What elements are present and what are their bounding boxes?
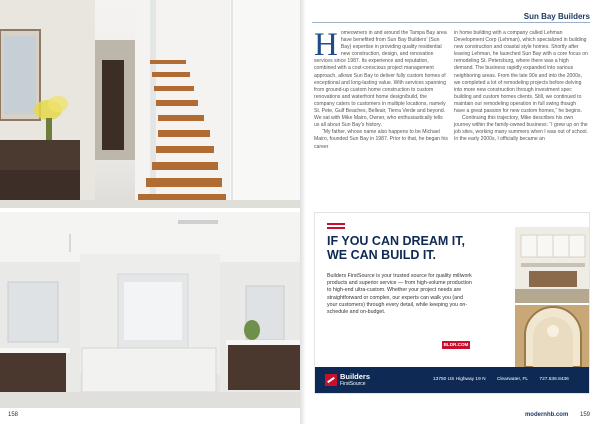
arch-illustration: [515, 305, 590, 367]
page-number-right: 159: [579, 412, 590, 418]
ad-headline-line: WE CAN BUILD IT.: [327, 247, 437, 262]
logo-wordmark-sub: FirstSource: [340, 380, 366, 387]
ad-headline-line: IF YOU CAN DREAM IT,: [327, 234, 465, 248]
ad-headline: [327, 235, 477, 262]
ad-city: Clearwater, FL: [496, 377, 529, 382]
kitchen-photo: [515, 227, 590, 303]
article-column-1: [314, 27, 448, 151]
article-paragraph: omeowners in and around the Tampa Bay area have benefited from Sun Bay Builders’ (Sun Bay) expertise in providing quality residential new construction, design, and renovation services since 1987. Its experience and reputation, combined with a cost-conscious project management approach, allows Sun Bay to deliver fully custom homes of exceptional and long-lasting value. With services spanning from ground-up custom home construction to custom renovations and waterfront home design/build, the company caters to customers in multiple locations, namely St. Pete, Gulf Beaches, Belleair, Tierra Verde and beyond. We sat with Mike Mairo, Owner, who enthusiastically tells us all about Sun Bay’s history.: [314, 30, 447, 129]
header-rule: [312, 22, 590, 23]
builders-firstsource-logo: [325, 373, 370, 387]
logo-wordmark: Builders: [340, 372, 371, 381]
ad-website-button[interactable]: BLDR.COM: [443, 342, 469, 347]
arched-doorway-photo: [515, 305, 590, 367]
page-footer-right: [525, 412, 590, 418]
article-paragraph: Continuing this trajectory, Mike describes his own journey within the family-owned business: “I grew up on the job sites, working many summers when I was out of school. In the early 2000s, I officially became an: [454, 115, 588, 143]
ad-contact-info: [433, 377, 579, 382]
staircase-illustration: [0, 0, 300, 208]
ad-accent-lines: [327, 223, 345, 231]
drop-cap: H: [314, 27, 338, 63]
article-paragraph: “My father, whose name also happens to be Michael Mairo, founded Sun Bay in 1987. Prior to that, he began his career: [314, 129, 448, 150]
page-number-left: 158: [8, 412, 19, 418]
site-url: modernhb.com: [524, 412, 569, 418]
bathroom-illustration: [0, 212, 300, 408]
article-paragraph: in home building with a company called Lehman Development Corp (Lehman), which specialized in building new construction and coastal style homes. Shortly after leaving Lehman, he launched Sun Bay with a core focus on remodeling St. Petersburg, where there was a high demand. The business rapidly expanded into various neighboring areas. From the late 90s and into the 2000s, we completed a lot of remodeling projects before delving into more new construction through investment spec building and custom homes clients. Still, we continued to maintain our remodeling operation in full swing though have a great passion for new custom homes,” he begins.: [454, 30, 588, 115]
logo-mark-icon: [325, 374, 337, 386]
staircase-photo: [0, 0, 300, 208]
ad-body-text: Builders FirstSource is your trusted source for quality millwork products and superior service — from high-volume production to high-end ultra-custom. Whether your project needs are straightforward or complex, our experts can walk you (and your customers) through every detail, while keeping you on-schedule and on-budget.: [327, 273, 472, 316]
bathroom-photo: [0, 212, 300, 408]
builders-firstsource-ad: [314, 212, 590, 394]
running-head: Sun Bay Builders: [523, 12, 590, 21]
ad-footer-bar: [315, 367, 590, 393]
ad-phone: 727.536.8436: [539, 377, 569, 382]
ad-address: 13750 US Highway 19 N: [433, 377, 486, 382]
kitchen-illustration: [515, 227, 590, 303]
article-column-2: [454, 30, 588, 144]
